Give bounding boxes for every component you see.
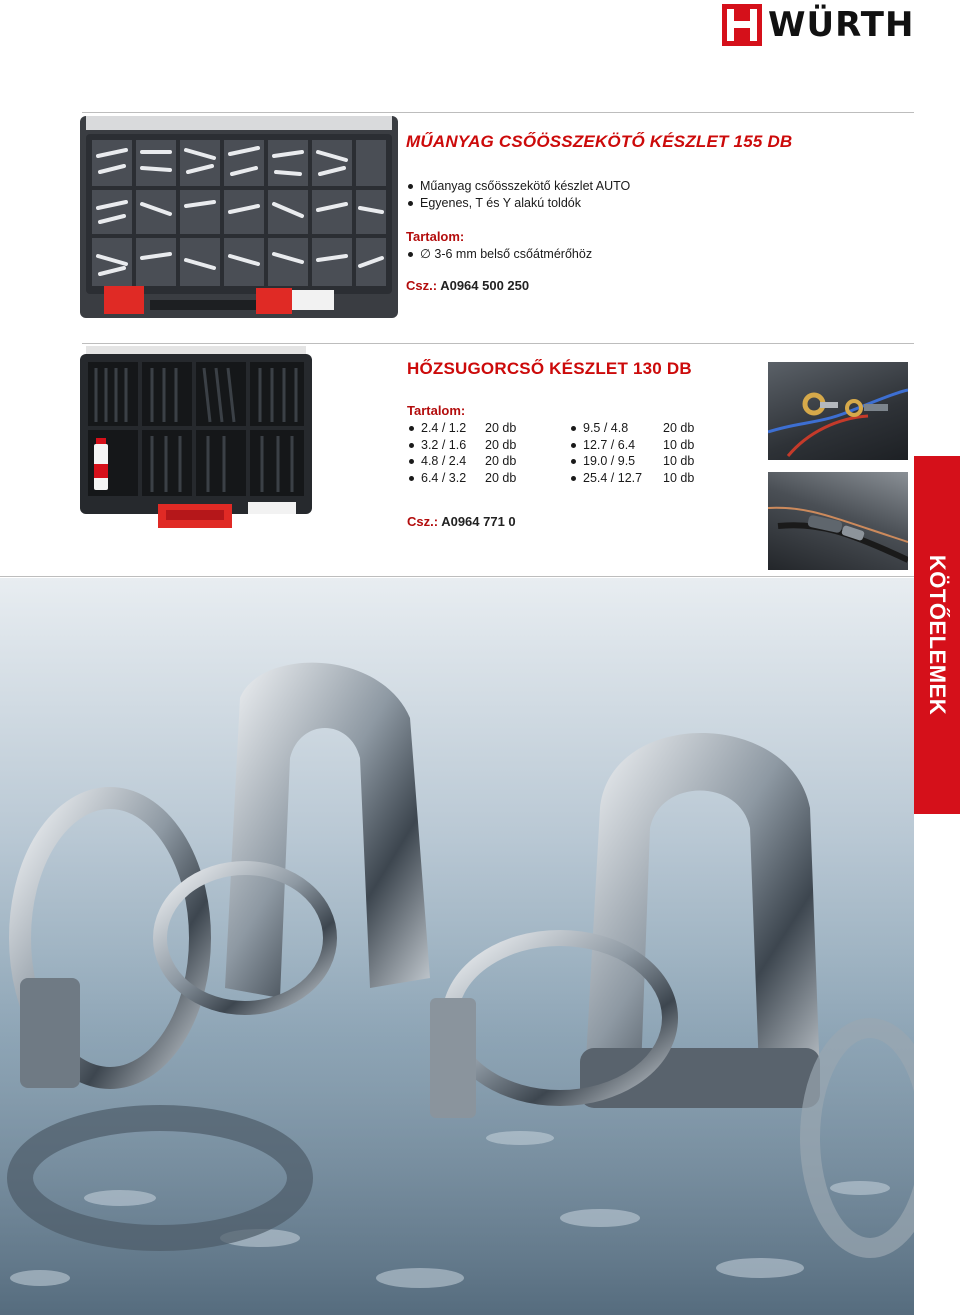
list-item [407, 437, 557, 454]
wurth-logo [722, 4, 922, 46]
qty: 20 db [485, 470, 517, 485]
size: 25.4 / 12.7 [583, 470, 643, 485]
size: 9.5 / 4.8 [583, 421, 629, 435]
list-item [407, 420, 557, 437]
heat-shrink-contents-col1 [407, 420, 557, 486]
heat-shrink-cable-photo [768, 472, 908, 570]
list-item: Egyenes, T és Y alakú toldók [406, 195, 630, 212]
heat-shrink-contents-col2 [569, 420, 739, 486]
qty: 10 db [663, 470, 695, 485]
connector-kit-contents-label: Tartalom: [406, 229, 465, 244]
size: 6.4 / 3.2 [421, 470, 467, 485]
qty: 20 db [663, 421, 695, 435]
list-item: Műanyag csőösszekötő készlet AUTO [406, 178, 630, 195]
qty: 20 db [485, 421, 517, 435]
code-prefix: Csz.: [406, 278, 438, 293]
list-item [569, 437, 739, 454]
qty: 20 db [485, 454, 517, 468]
connector-kit-title: MŰANYAG CSŐÖSSZEKÖTŐ KÉSZLET 155 DB [406, 132, 793, 151]
list-item [569, 420, 739, 437]
size: 19.0 / 9.5 [583, 454, 636, 468]
size: 3.2 / 1.6 [421, 437, 467, 452]
list-item: ∅ 3-6 mm belső csőátmérőhöz [406, 246, 592, 263]
wurth-logo-mark-icon [722, 4, 762, 46]
list-item [569, 470, 739, 487]
code-value: A0964 771 0 [441, 514, 516, 529]
list-item [407, 470, 557, 487]
hose-clamps-hero-image [0, 578, 914, 1315]
section-tab-label: KÖTŐELEMEK [925, 554, 950, 716]
heat-shrink-kit-title: HŐZSUGORCSŐ KÉSZLET 130 DB [407, 359, 692, 378]
size: 12.7 / 6.4 [583, 437, 636, 452]
rule-top [82, 112, 914, 113]
heat-shrink-case-image [80, 346, 312, 532]
code-prefix: Csz.: [407, 514, 439, 529]
size: 2.4 / 1.2 [421, 421, 467, 435]
connector-kit-code [406, 278, 529, 293]
connector-kit-features [406, 178, 630, 211]
connector-case-image [80, 116, 398, 318]
heat-shrink-contents-label: Tartalom: [407, 403, 466, 418]
section-tab[interactable] [914, 456, 960, 814]
heat-shrink-code [407, 514, 516, 529]
connector-kit-contents [406, 246, 592, 263]
list-item [569, 453, 739, 470]
cable-terminal-photo [768, 362, 908, 460]
rule-middle [82, 343, 914, 344]
code-value: A0964 500 250 [440, 278, 530, 293]
list-item [407, 453, 557, 470]
brand-name: WÜRTH [768, 5, 915, 45]
qty: 10 db [663, 437, 695, 452]
qty: 20 db [485, 437, 517, 452]
qty: 10 db [663, 454, 695, 468]
size: 4.8 / 2.4 [421, 454, 467, 468]
rule-bottom [0, 576, 914, 577]
